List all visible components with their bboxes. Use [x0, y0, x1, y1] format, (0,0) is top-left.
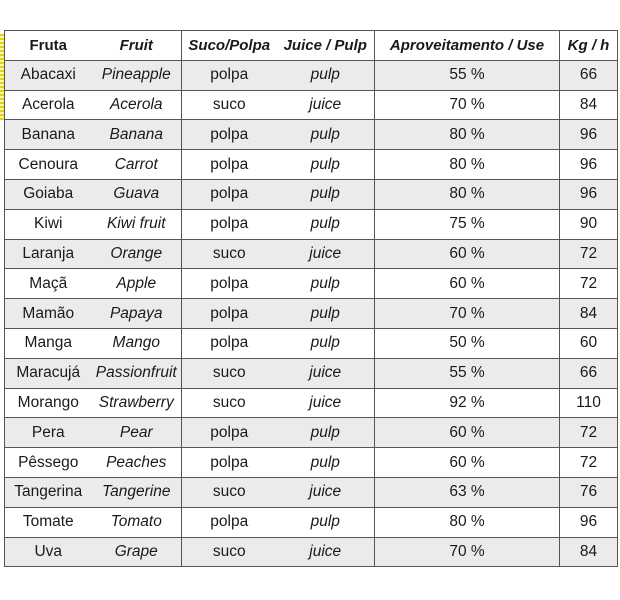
cell-kg-h: 84: [560, 537, 618, 567]
cell-fruta: Mamão: [5, 299, 92, 329]
cell-aproveitamento: 60 %: [375, 269, 560, 299]
cell-fruit: Carrot: [92, 150, 182, 180]
cell-suco-polpa: suco: [182, 477, 277, 507]
cell-aproveitamento: 63 %: [375, 477, 560, 507]
cell-fruit: Passionfruit: [92, 358, 182, 388]
table-row: [5, 448, 618, 478]
cell-juice-pulp: pulp: [277, 120, 375, 150]
header-suco-polpa: Suco/Polpa: [182, 31, 277, 61]
header-fruta: Fruta: [5, 31, 92, 61]
cell-juice-pulp: pulp: [277, 179, 375, 209]
cell-fruta: Goiaba: [5, 179, 92, 209]
cell-juice-pulp: juice: [277, 239, 375, 269]
cell-juice-pulp: pulp: [277, 269, 375, 299]
cell-aproveitamento: 50 %: [375, 328, 560, 358]
cell-suco-polpa: polpa: [182, 60, 277, 90]
cell-kg-h: 60: [560, 328, 618, 358]
cell-aproveitamento: 80 %: [375, 507, 560, 537]
cell-fruta: Maçã: [5, 269, 92, 299]
cell-kg-h: 84: [560, 299, 618, 329]
cell-juice-pulp: juice: [277, 358, 375, 388]
cell-fruit: Kiwi fruit: [92, 209, 182, 239]
table-row: [5, 120, 618, 150]
cell-suco-polpa: suco: [182, 388, 277, 418]
header-aproveitamento: Aproveitamento / Use: [375, 31, 560, 61]
cell-suco-polpa: suco: [182, 537, 277, 567]
cell-aproveitamento: 70 %: [375, 537, 560, 567]
cell-aproveitamento: 75 %: [375, 209, 560, 239]
fruit-yield-table: [4, 30, 618, 567]
header-fruit: Fruit: [92, 31, 182, 61]
cell-suco-polpa: polpa: [182, 448, 277, 478]
cell-fruta: Kiwi: [5, 209, 92, 239]
cell-fruta: Acerola: [5, 90, 92, 120]
cell-fruit: Apple: [92, 269, 182, 299]
cell-aproveitamento: 60 %: [375, 239, 560, 269]
cell-suco-polpa: polpa: [182, 269, 277, 299]
cell-fruit: Mango: [92, 328, 182, 358]
table-row: [5, 60, 618, 90]
cell-kg-h: 84: [560, 90, 618, 120]
cell-juice-pulp: juice: [277, 90, 375, 120]
table-row: [5, 179, 618, 209]
cell-kg-h: 110: [560, 388, 618, 418]
cell-juice-pulp: pulp: [277, 60, 375, 90]
cell-juice-pulp: pulp: [277, 448, 375, 478]
table-row: [5, 537, 618, 567]
cell-juice-pulp: pulp: [277, 150, 375, 180]
cell-juice-pulp: pulp: [277, 328, 375, 358]
cell-suco-polpa: polpa: [182, 418, 277, 448]
cell-suco-polpa: polpa: [182, 150, 277, 180]
cell-kg-h: 96: [560, 179, 618, 209]
cell-fruit: Grape: [92, 537, 182, 567]
cell-fruit: Tomato: [92, 507, 182, 537]
cell-fruta: Pera: [5, 418, 92, 448]
cell-fruit: Acerola: [92, 90, 182, 120]
cell-aproveitamento: 70 %: [375, 90, 560, 120]
cell-fruta: Pêssego: [5, 448, 92, 478]
table-row: [5, 150, 618, 180]
header-juice-pulp: Juice / Pulp: [277, 31, 375, 61]
table-row: [5, 239, 618, 269]
cell-juice-pulp: juice: [277, 388, 375, 418]
cell-fruit: Tangerine: [92, 477, 182, 507]
cell-aproveitamento: 60 %: [375, 448, 560, 478]
cell-kg-h: 96: [560, 120, 618, 150]
cell-suco-polpa: polpa: [182, 328, 277, 358]
table-row: [5, 299, 618, 329]
cell-juice-pulp: pulp: [277, 299, 375, 329]
cell-suco-polpa: suco: [182, 239, 277, 269]
cell-kg-h: 76: [560, 477, 618, 507]
cell-suco-polpa: polpa: [182, 299, 277, 329]
cell-aproveitamento: 92 %: [375, 388, 560, 418]
cell-fruta: Manga: [5, 328, 92, 358]
cell-suco-polpa: suco: [182, 90, 277, 120]
cell-fruta: Cenoura: [5, 150, 92, 180]
table-row: [5, 418, 618, 448]
cell-fruit: Banana: [92, 120, 182, 150]
cell-aproveitamento: 80 %: [375, 150, 560, 180]
cell-fruta: Abacaxi: [5, 60, 92, 90]
cell-kg-h: 72: [560, 418, 618, 448]
cell-suco-polpa: suco: [182, 358, 277, 388]
header-kg-h: Kg / h: [560, 31, 618, 61]
cell-fruit: Papaya: [92, 299, 182, 329]
table-row: [5, 358, 618, 388]
cell-juice-pulp: pulp: [277, 209, 375, 239]
cell-aproveitamento: 70 %: [375, 299, 560, 329]
cell-juice-pulp: pulp: [277, 507, 375, 537]
table-row: [5, 507, 618, 537]
cell-fruit: Strawberry: [92, 388, 182, 418]
table-row: [5, 209, 618, 239]
cell-fruit: Pineapple: [92, 60, 182, 90]
table-row: [5, 388, 618, 418]
table-row: [5, 90, 618, 120]
cell-kg-h: 96: [560, 507, 618, 537]
cell-juice-pulp: pulp: [277, 418, 375, 448]
cell-fruta: Laranja: [5, 239, 92, 269]
cell-fruta: Maracujá: [5, 358, 92, 388]
table-row: [5, 477, 618, 507]
cell-fruta: Morango: [5, 388, 92, 418]
cell-aproveitamento: 55 %: [375, 358, 560, 388]
cell-kg-h: 90: [560, 209, 618, 239]
cell-fruta: Tomate: [5, 507, 92, 537]
cell-fruta: Uva: [5, 537, 92, 567]
cell-fruit: Orange: [92, 239, 182, 269]
cell-juice-pulp: juice: [277, 537, 375, 567]
cell-aproveitamento: 80 %: [375, 179, 560, 209]
table-row: [5, 328, 618, 358]
cell-fruit: Peaches: [92, 448, 182, 478]
cell-suco-polpa: polpa: [182, 120, 277, 150]
cell-aproveitamento: 80 %: [375, 120, 560, 150]
cell-kg-h: 72: [560, 239, 618, 269]
cell-suco-polpa: polpa: [182, 209, 277, 239]
cell-kg-h: 96: [560, 150, 618, 180]
header-row: [5, 31, 618, 61]
cell-aproveitamento: 60 %: [375, 418, 560, 448]
cell-kg-h: 66: [560, 60, 618, 90]
cell-suco-polpa: polpa: [182, 179, 277, 209]
cell-aproveitamento: 55 %: [375, 60, 560, 90]
cell-kg-h: 66: [560, 358, 618, 388]
cell-kg-h: 72: [560, 448, 618, 478]
table-row: [5, 269, 618, 299]
cell-juice-pulp: juice: [277, 477, 375, 507]
cell-fruta: Tangerina: [5, 477, 92, 507]
cell-fruit: Guava: [92, 179, 182, 209]
cell-suco-polpa: polpa: [182, 507, 277, 537]
cell-kg-h: 72: [560, 269, 618, 299]
cell-fruit: Pear: [92, 418, 182, 448]
cell-fruta: Banana: [5, 120, 92, 150]
